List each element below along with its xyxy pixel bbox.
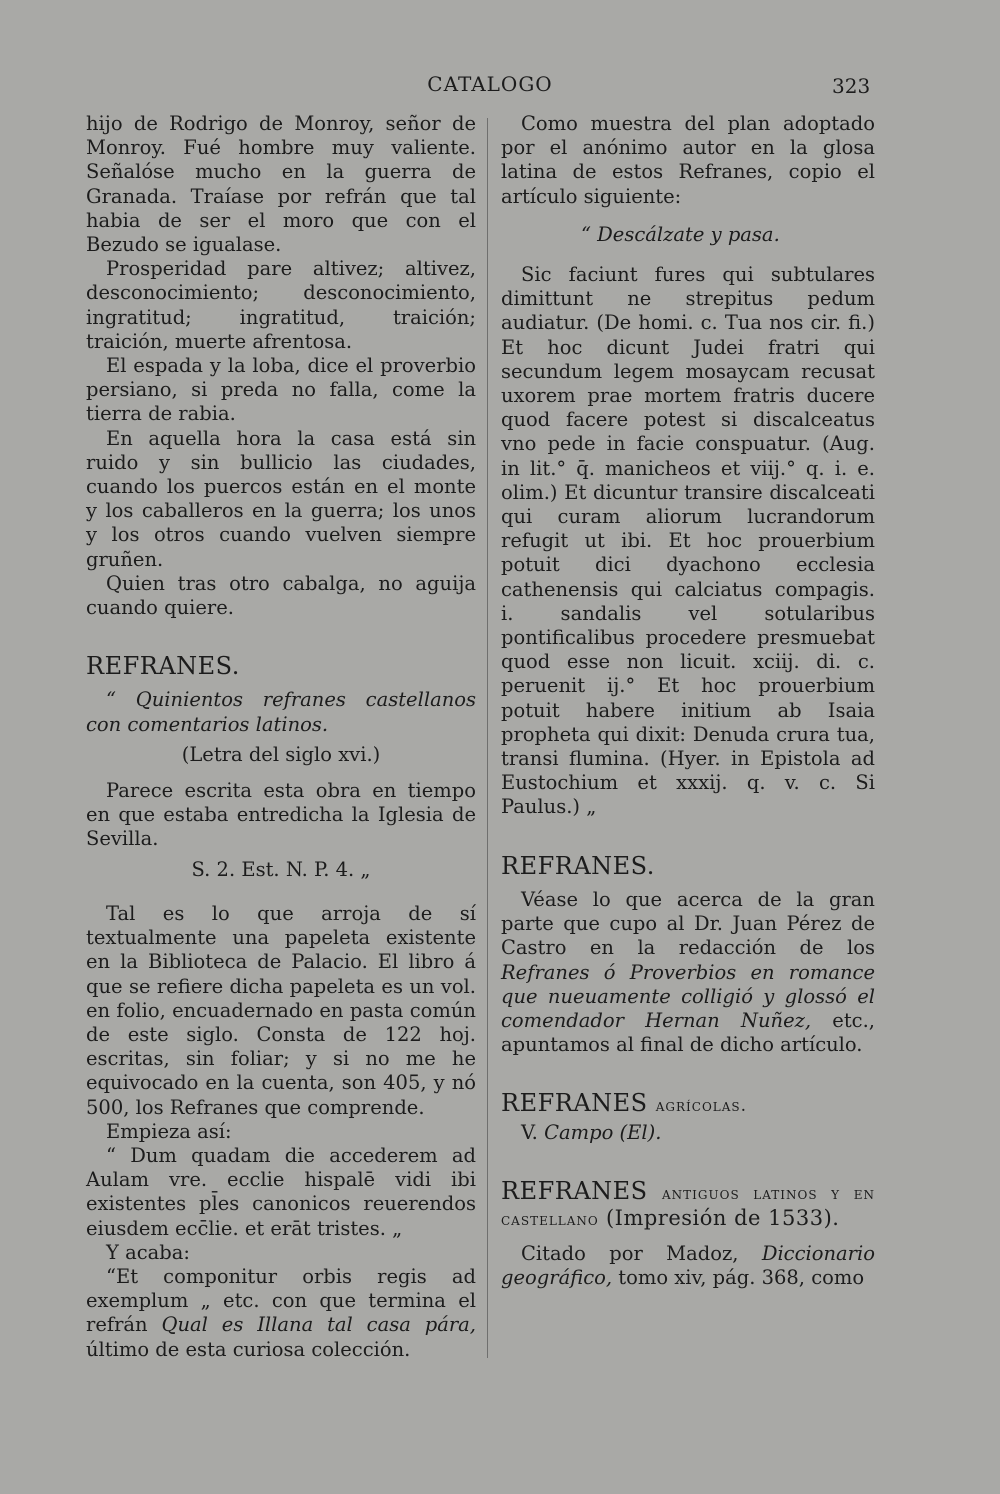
paragraph — [86, 1265, 476, 1362]
text-run: Citado por Madoz, — [521, 1242, 762, 1266]
section-heading — [501, 1176, 875, 1232]
entry-title-text: “ Quinientos refranes castellanos con comentarios latinos. — [86, 688, 476, 736]
running-title: CATALOGO — [427, 72, 553, 96]
heading-rest: (Impresión de 1533). — [598, 1205, 840, 1230]
paragraph: Empieza así: — [106, 1119, 232, 1143]
quoted-proverb — [501, 223, 875, 247]
paragraph: Y acaba: — [106, 1240, 190, 1264]
quotation: “ Dum quadam die accederem ad Aulam vre. ecclie hispalē vidi ibi existentes pl̄es canonicos reuerendos eiusdem ecc̄lie. et erāt tristes. „ — [86, 1143, 476, 1240]
text-run: “Et componitur orbis regis ad exemplum „ etc. con que termina el refrán — [86, 1264, 476, 1337]
text-run: tomo xiv, pág. 368, como — [612, 1266, 865, 1290]
cross-reference — [501, 1121, 875, 1145]
right-column — [501, 112, 875, 1291]
text-run: último de esta curiosa colección. — [86, 1337, 411, 1361]
section-heading: REFRANES. — [86, 652, 240, 681]
paragraph: En aquella hora la casa está sin ruido y sin bullicio las ciudades, cuando los puercos están en el monte y los caballeros en la guerra; los unos y los otros cuando vuelven siempre gruñen. — [86, 426, 476, 571]
text-run: V. — [521, 1120, 545, 1144]
heading-small: agrícolas. — [655, 1096, 748, 1117]
paragraph: Como muestra del plan adoptado por el anónimo autor en la glosa latina de estos Refranes, copio el artículo siguiente: — [501, 112, 875, 208]
section-heading: REFRANES. — [501, 851, 655, 880]
left-column — [86, 112, 476, 1362]
shelf-mark: S. 2. Est. N. P. 4. „ — [191, 857, 371, 881]
paragraph: El espada y la loba, dice el proverbio persiano, si preda no falla, come la tierra de rabia. — [86, 354, 476, 426]
entry-title — [86, 688, 476, 736]
italic-run: Qual es Illana tal casa pára, — [161, 1313, 476, 1337]
paragraph — [501, 888, 875, 1057]
paragraph: hijo de Rodrigo de Monroy, señor de Monroy. Fué hombre muy valiente. Señalóse mucho en la guerra de Granada. Traíase por refrán que tal habia de ser el moro que con el Bezudo se igualase. — [86, 112, 476, 257]
text-run: etc., apuntamos al final de dicho artículo. — [501, 1008, 875, 1057]
heading-main: REFRANES — [501, 1176, 648, 1205]
italic-run: Diccionario geográfico, — [501, 1242, 875, 1290]
page-number: 323 — [832, 74, 871, 98]
italic-run: Refranes ó Proverbios en romance que nueuamente colligió y glossó el comendador Hernan Nuñez, — [501, 960, 875, 1032]
section-heading — [501, 1091, 875, 1118]
paragraph: Prosperidad pare altivez; altivez, desconocimiento; desconocimiento, ingratitud; ingratitud, traición; traición, muerte afrentosa. — [86, 257, 476, 353]
paragraph: Parece escrita esta obra en tiempo en que estaba entredicha la Iglesia de Sevilla. — [86, 779, 476, 851]
paragraph: Quien tras otro cabalga, no aguija cuando quiere. — [86, 571, 476, 620]
text-run: Véase lo que acerca de la gran parte que cupo al Dr. Juan Pérez de Castro en la redacción de los — [501, 887, 875, 960]
paragraph: Tal es lo que arroja de sí textualmente una papeleta existente en la Biblioteca de Palacio. El libro á que se refiere dicha papeleta es un vol. en folio, encuadernado en pasta común de este siglo. Consta de 122 hoj. escritas, sin foliar; y si no me he equivocado en la cuenta, son 405, y nó 500, los Refranes que comprende. — [86, 901, 476, 1119]
column-divider — [487, 118, 488, 1358]
proverb-text: “ Descálzate y pasa. — [581, 222, 780, 246]
paragraph: Sic faciunt fures qui subtulares dimittunt ne strepitus pedum audiatur. (De homi. c. Tua nos cir. fi.) Et hoc dicunt Judei fratri qui secundum legem mosaycam recusat uxorem prae mortem fratris ducere quod facere potest si discalceatus vno pede in facie conspuatur. (Aug. in lit.° q̄. manicheos et viij.° q. i. e. olim.) Et dicuntur transire discalceati qui curam aliorum lucrandorum refugit ut ibi. Et hoc prouerbium potuit dici dyachono ecclesia cathenensis qui calciatus compagis. i. sandalis vel sotularibus pontificalibus procedere presmuebat quod esse non licuit. xciij. di. c. peruenit ij.° Et hoc prouerbium potuit habere initium ab Isaia propheta qui dixit: Denuda crura tua, transi flumina. (Hyer. in Epistola ad Eustochium et xxxij. q. v. c. Si Paulus.) „ — [501, 263, 875, 819]
paragraph — [501, 1242, 875, 1290]
entry-subtitle: (Letra del siglo xvi.) — [181, 742, 381, 766]
heading-small: antiguos latinos y en castellano — [501, 1183, 875, 1230]
heading-main: REFRANES — [501, 1089, 648, 1118]
italic-run: Campo (El). — [544, 1120, 662, 1144]
